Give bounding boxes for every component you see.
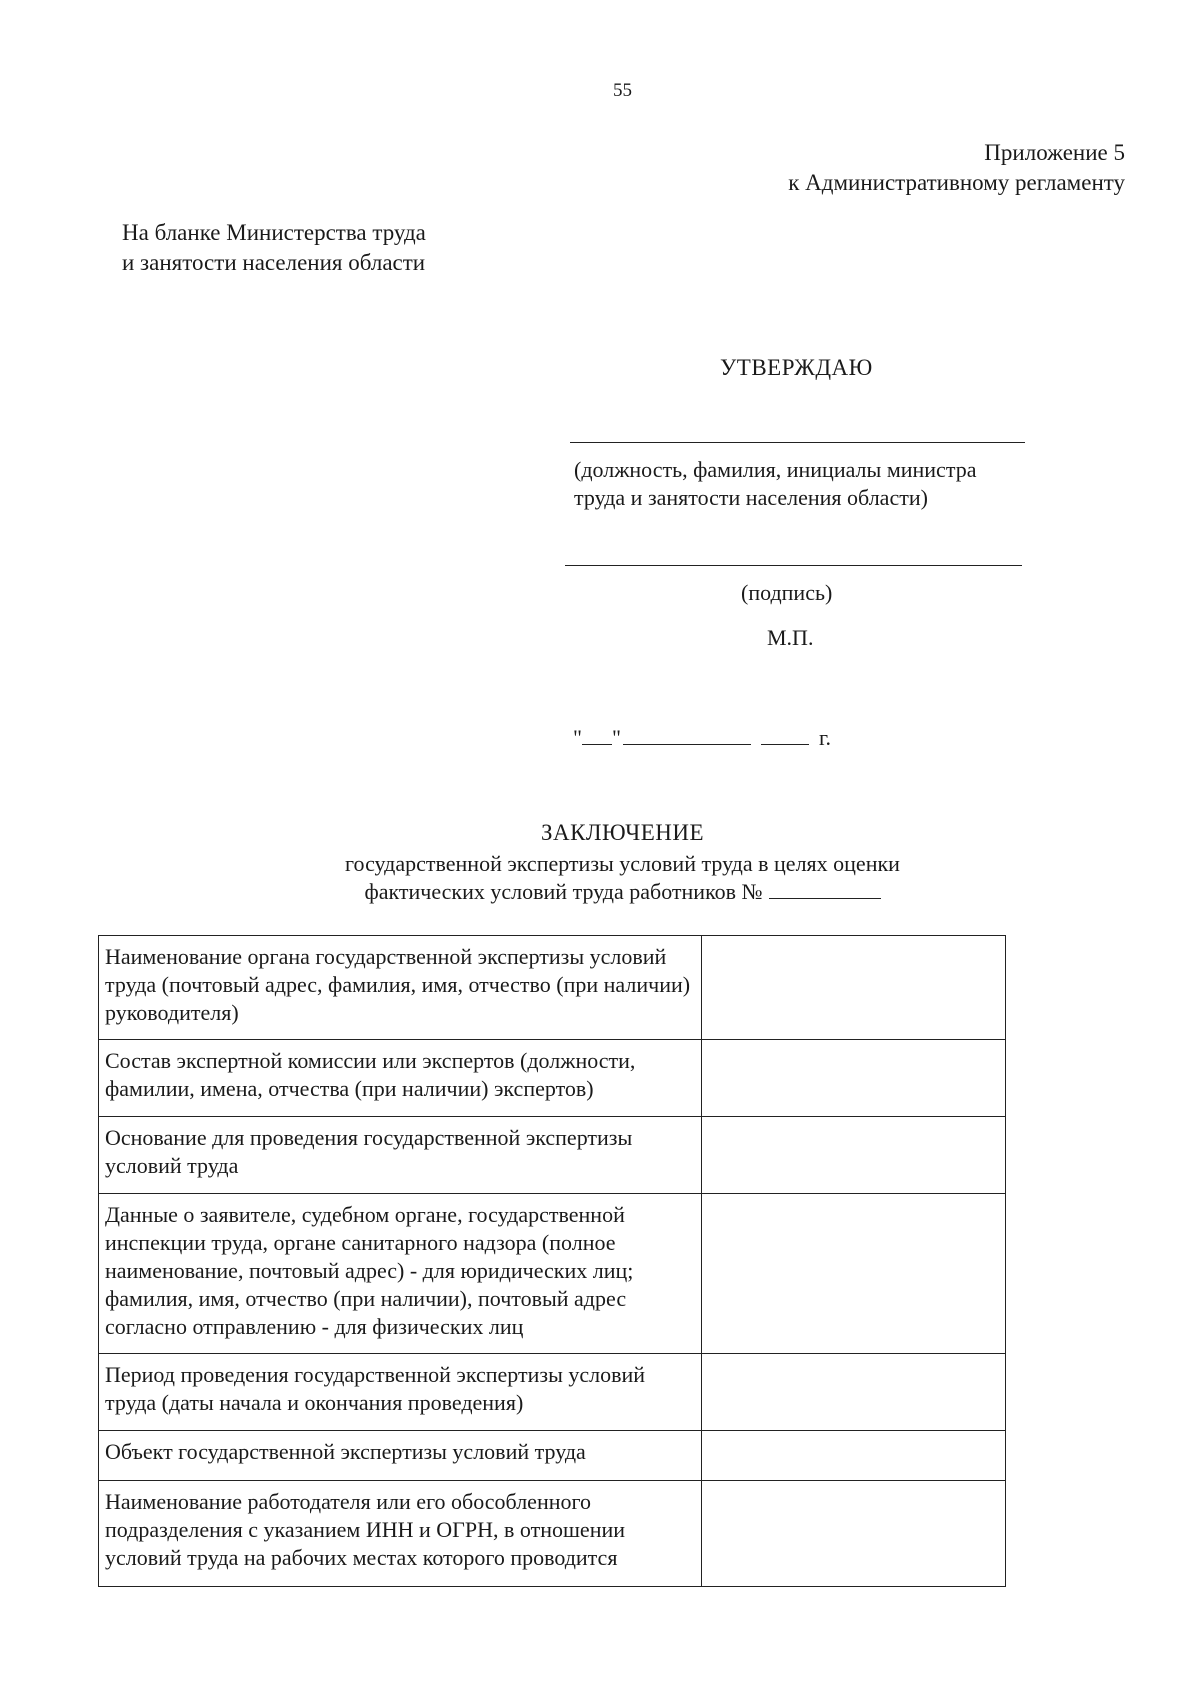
table-row	[99, 1040, 1006, 1117]
row-label: Данные о заявителе, судебном органе, государственной инспекции труда, органе санитарного надзора (полное наименование, почтовый адрес) - для юридических лиц; фамилия, имя, отчество (при наличии), почтовый адрес согласно отправлению - для физических лиц	[99, 1194, 702, 1354]
row-value-field[interactable]	[701, 936, 1005, 1040]
letterhead-line-2: и занятости населения области	[122, 250, 426, 275]
year-blank	[761, 726, 809, 745]
date-quote-close: "	[611, 725, 621, 750]
appendix-line-1: Приложение 5	[984, 140, 1125, 165]
table-row	[99, 1117, 1006, 1194]
month-blank	[623, 726, 751, 745]
document-subtitle-line-2	[0, 878, 1200, 906]
table-row	[99, 1194, 1006, 1354]
position-fill-line	[570, 442, 1025, 443]
table-row	[99, 1354, 1006, 1431]
position-caption	[574, 456, 976, 512]
conclusion-number-blank	[769, 880, 881, 899]
row-label: Объект государственной экспертизы условий труда	[99, 1431, 702, 1481]
date-quote-open: "	[573, 725, 582, 750]
day-blank	[582, 726, 612, 745]
document-title: ЗАКЛЮЧЕНИЕ	[540, 820, 705, 845]
approval-heading: УТВЕРЖДАЮ	[720, 355, 873, 380]
row-label: Основание для проведения государственной экспертизы условий труда	[99, 1117, 702, 1194]
stamp-mark: М.П.	[767, 625, 814, 650]
appendix-reference	[788, 138, 1125, 198]
row-value-field[interactable]	[701, 1194, 1005, 1354]
approval-date-line	[573, 725, 831, 751]
table-row	[99, 1431, 1006, 1481]
row-label: Состав экспертной комиссии или экспертов (должности, фамилии, имена, отчества (при наличии) экспертов)	[99, 1040, 702, 1117]
document-subtitle-line-2-text: фактических условий труда работников №	[364, 879, 763, 904]
row-value-field[interactable]	[701, 1431, 1005, 1481]
position-caption-line-2: труда и занятости населения области)	[574, 485, 928, 510]
row-label: Наименование работодателя или его обособленного подразделения с указанием ИНН и ОГРН, в отношении условий труда на рабочих местах которого проводится	[99, 1481, 702, 1587]
page-number: 55	[613, 80, 632, 101]
document-subtitle	[0, 850, 1200, 906]
signature-fill-line	[565, 565, 1022, 566]
row-value-field[interactable]	[701, 1040, 1005, 1117]
row-label: Наименование органа государственной экспертизы условий труда (почтовый адрес, фамилия, имя, отчество (при наличии) руководителя)	[99, 936, 702, 1040]
conclusion-form-table	[98, 935, 1006, 1587]
position-caption-line-1: (должность, фамилия, инициалы министра	[574, 457, 977, 482]
row-value-field[interactable]	[701, 1117, 1005, 1194]
letterhead-line-1: На бланке Министерства труда	[122, 220, 426, 245]
appendix-line-2: к Административному регламенту	[788, 170, 1125, 195]
signature-caption: (подпись)	[741, 580, 833, 605]
table-row	[99, 936, 1006, 1040]
letterhead-note	[122, 218, 426, 278]
document-subtitle-line-1: государственной экспертизы условий труда в целях оценки	[345, 851, 900, 876]
row-value-field[interactable]	[701, 1481, 1005, 1587]
row-label: Период проведения государственной экспертизы условий труда (даты начала и окончания проведения)	[99, 1354, 702, 1431]
row-value-field[interactable]	[701, 1354, 1005, 1431]
table-row	[99, 1481, 1006, 1587]
year-suffix: г.	[818, 725, 832, 750]
